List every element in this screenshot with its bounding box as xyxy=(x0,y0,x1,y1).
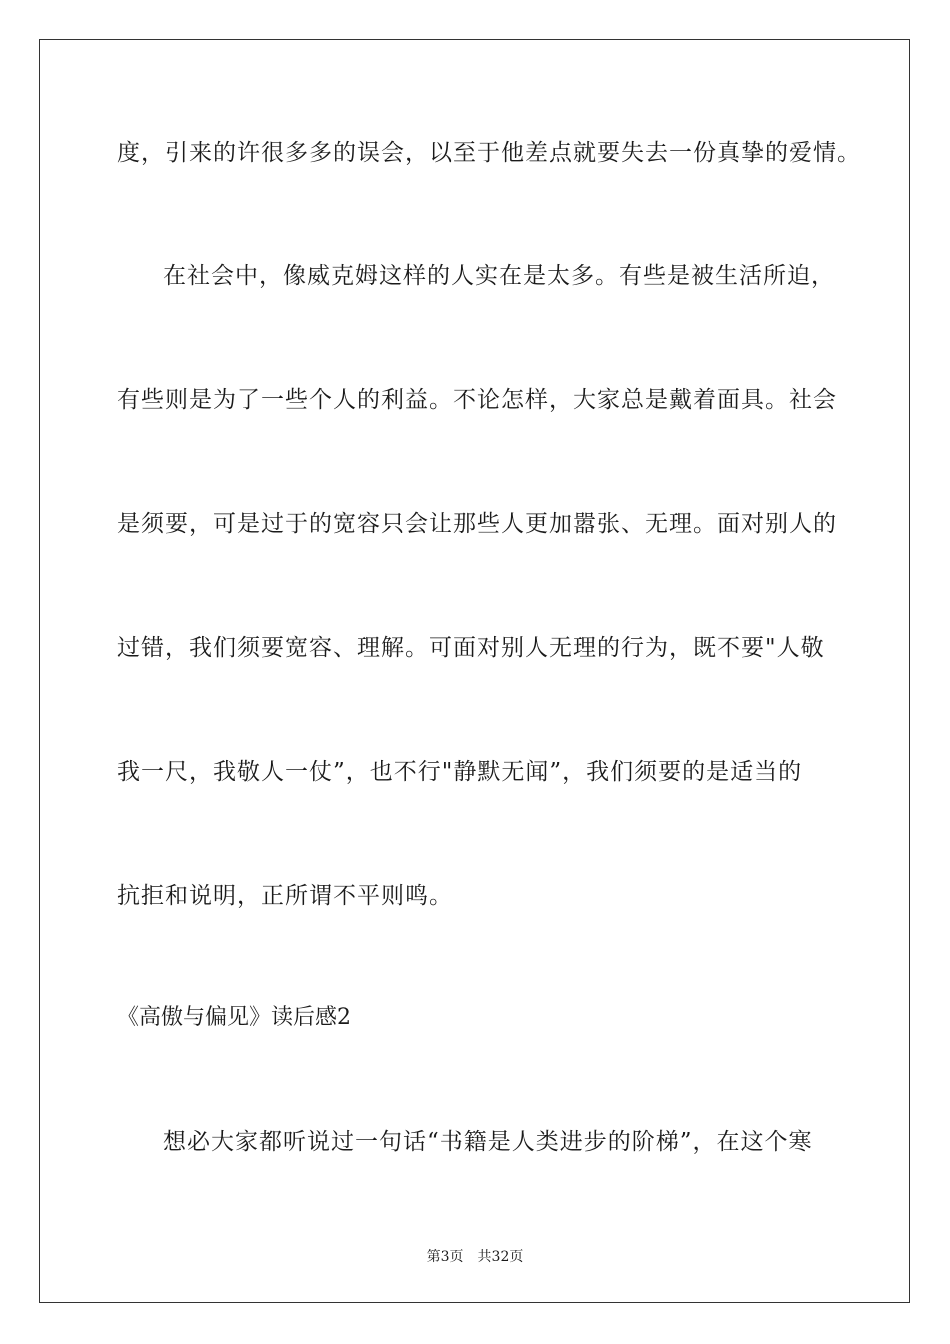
paragraph-line: 是须要，可是过于的宽容只会让那些人更加嚣张、无理。面对别人的 xyxy=(117,511,837,537)
section-heading: 《高傲与偏见》读后感2 xyxy=(117,1005,351,1030)
paragraph-line: 过错，我们须要宽容、理解。可面对别人无理的行为，既不要"人敬 xyxy=(117,635,825,661)
paragraph-line: 在社会中，像威克姆这样的人实在是太多。有些是被生活所迫， xyxy=(163,263,835,289)
paragraph-line: 有些则是为了一些个人的利益。不论怎样，大家总是戴着面具。社会 xyxy=(117,387,837,413)
page-number: 第3页 xyxy=(426,1249,464,1265)
paragraph-line: 想必大家都听说过一句话“书籍是人类进步的阶梯”，在这个寒 xyxy=(163,1129,813,1155)
total-pages: 共32页 xyxy=(477,1249,524,1265)
paragraph-line: 抗拒和说明，正所谓不平则鸣。 xyxy=(117,883,453,909)
page-frame xyxy=(39,39,910,1303)
paragraph-line: 我一尺，我敬人一仗”，也不行"静默无闻”，我们须要的是适当的 xyxy=(117,759,803,785)
page-footer xyxy=(0,1247,950,1267)
paragraph-line: 度，引来的许很多多的误会，以至于他差点就要失去一份真挚的爱情。 xyxy=(117,140,861,166)
